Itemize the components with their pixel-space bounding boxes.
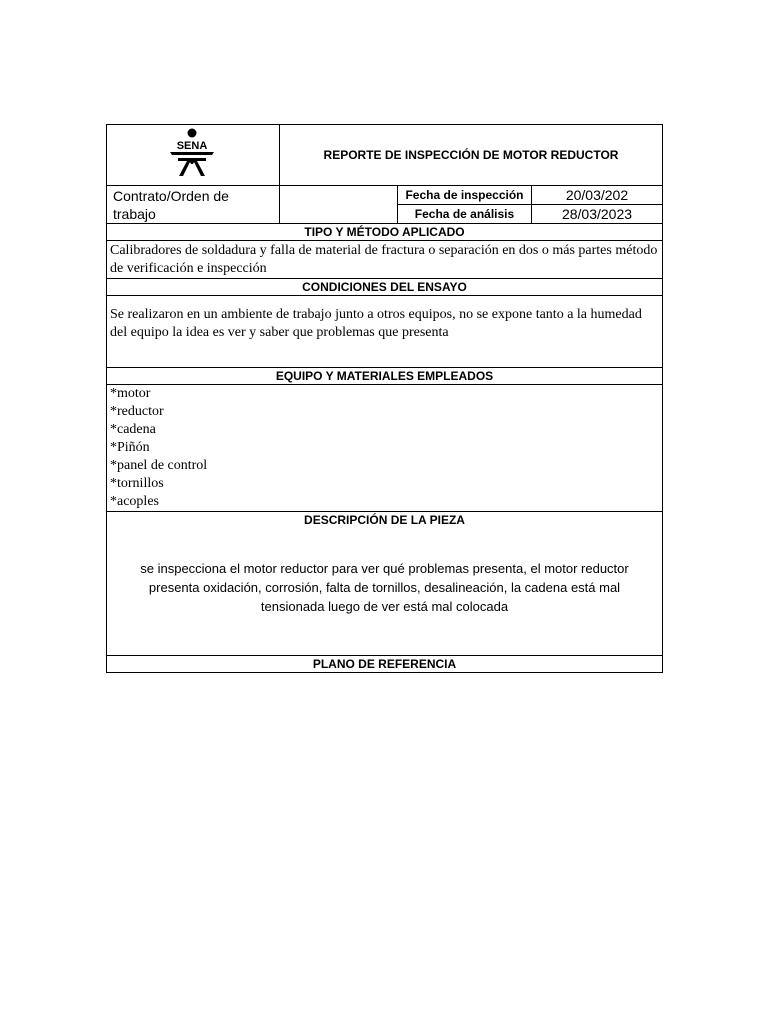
description-row: [107, 512, 663, 656]
report-title: REPORTE DE INSPECCIÓN DE MOTOR REDUCTOR: [280, 125, 663, 186]
equipment-item: *Piñón: [110, 440, 150, 455]
inspection-date-label: Fecha de inspección: [398, 186, 532, 205]
equipment-item: *reductor: [110, 404, 164, 419]
equipment-item: *tornillos: [110, 476, 164, 491]
conditions-title: CONDICIONES DEL ENSAYO: [107, 279, 663, 296]
contract-row-1: [107, 186, 663, 205]
conditions-text-row: [107, 296, 663, 368]
logo-cell: [107, 125, 280, 186]
equipment-list-row: [107, 385, 663, 512]
logo-text: SENA: [176, 139, 208, 152]
equipment-title-row: [107, 368, 663, 385]
reference-title: PLANO DE REFERENCIA: [107, 656, 663, 673]
header-row: [107, 125, 663, 186]
analysis-date-value: 28/03/2023: [532, 205, 663, 224]
analysis-date-label: Fecha de análisis: [398, 205, 532, 224]
conditions-text: Se realizaron en un ambiente de trabajo junto a otros equipos, no se expone tanto a la humedad del equipo la idea es ver y saber que problemas que presenta: [107, 296, 663, 368]
method-text-row: [107, 241, 663, 279]
description-title: DESCRIPCIÓN DE LA PIEZA: [304, 513, 465, 527]
description-cell: [107, 512, 663, 656]
equipment-item: *motor: [110, 386, 151, 401]
report-table: [106, 124, 663, 673]
method-text: Calibradores de soldadura y falla de material de fractura o separación en dos o más partes método de verificación e inspección: [107, 241, 663, 279]
sena-logo-icon: [166, 128, 220, 178]
equipment-item: *cadena: [110, 422, 156, 437]
equipment-list: [107, 385, 663, 512]
method-title-row: [107, 224, 663, 241]
inspection-date-value: 20/03/202: [532, 186, 663, 205]
contract-label: Contrato/Orden de trabajo: [107, 186, 280, 224]
equipment-item: *acoples: [110, 494, 159, 509]
inspection-report: [106, 124, 662, 673]
method-title: TIPO Y MÉTODO APLICADO: [107, 224, 663, 241]
equipment-item: *panel de control: [110, 458, 208, 473]
conditions-title-row: [107, 279, 663, 296]
description-text: se inspecciona el motor reductor para ver qué problemas presenta, el motor reductor presenta oxidación, corrosión, falta de tornillos, desalineación, la cadena está mal tensionada luego de ver está mal colocada: [140, 561, 629, 614]
contract-value: [280, 186, 398, 224]
reference-title-row: [107, 656, 663, 673]
equipment-title: EQUIPO Y MATERIALES EMPLEADOS: [107, 368, 663, 385]
